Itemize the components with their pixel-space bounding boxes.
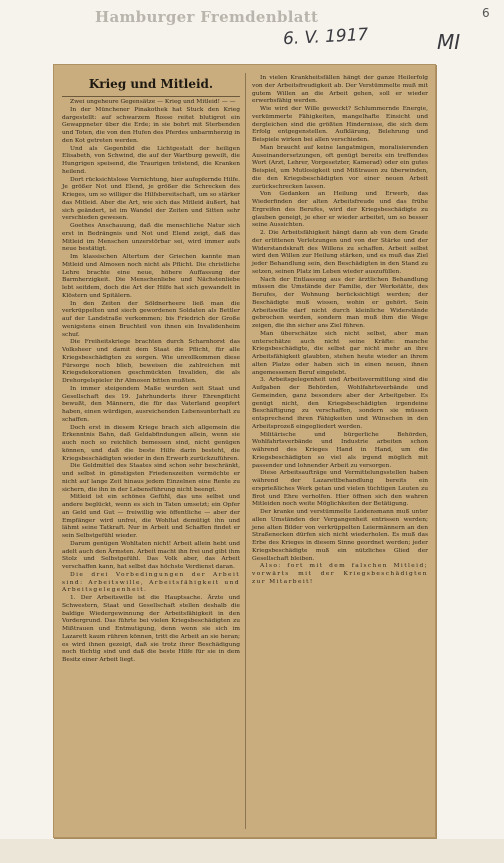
article-paragraph: Die Freiheitskriege brachten durch Scharnhorst das Volksheer und damit dem Staat die Pflicht, für alle Kriegsbeschädigten zu sorgen. Wie unvollkommen diese Fürsorge noch blieb, beweisen die zahlreichen mit Kriegsdekorationen geschmückten Invaliden, die als Drehorgelspieler ihr Almosen bitten mußten. [62,339,240,384]
article-paragraph: Man überschätze sich nicht selbst, aber man unterschätze auch nicht seine Kräfte: manche Kriegsbeschädigte, die selbst gar nicht mehr an ihre Arbeitsfähigkeit glaubten, stehen heute wieder an ihrem alten Platze oder haben sich in einen neuen, ihnen angemessenen Beruf eingelebt. [252,330,428,376]
article-paragraph: Militärische und bürgerliche Behörden, Wohlfahrtsverbände und Industrie arbeiten schon während des Krieges Hand in Hand, um die Kriegsbeschädigten so viel als irgend möglich mit passender und lohnender Arbeit zu versorgen. [252,431,428,469]
article-paragraph: In der Münchener Pinakothek hat Stuck den Krieg dargestellt: auf schwarzem Rosse reitet blutigrot ein Gewappneter über die Erde; in sie bohrt mit Sterbenden und Toten, die von den Hufen des Pferdes unbarmherzig in den Kot getreten werden. [62,106,240,144]
article-paragraph: Wie wird der Wille geweckt? Schlummernde Energie, verkümmerte Fähigkeiten, mangelhafte Einsicht und dergleichen sind die größten Hindernisse, die sich dem Erfolg entgegenstellen. Aufklärung, Belehrung und Beispiele wirken bei allen verschieden. [252,106,428,143]
handwritten-date: 6. V. 1917 [282,24,369,50]
article-paragraph: 1. Der Arbeitswille ist die Hauptsache. Ärzte und Schwestern, Staat und Gesellschaft stellen deshalb die baldige Wiedergewinnung der Arbeitsfähigkeit in den Vordergrund. Das führte bei vielen Kriegsbeschädigten zu Mißtrauen und Entmutigung, denn wenn sie sich im Lazarett kaum rühren können, tritt die Arbeit an sie heran; es wird ihnen gezeigt, daß sie trotz ihrer Beschädigung noch tüchtig sind und daß die beste Hilfe für sie in dem Besitz einer Arbeit liegt. [62,595,240,663]
article-paragraph: Diese Arbeitsaufträge und Vermittelungsstellen haben während der Lazarettbehandlung bereits ein ersprießliches Werk getan und vielen tüchtigen Leuten zu Brot und Ehre verholfen. Hier öffnen sich den wahren Mitleiden noch weite Möglichkeiten der Betätigung. [252,470,428,508]
article-paragraph: Man braucht auf keine langatmigen, moralisierenden Auseinandersetzungen, oft genügt bereits ein treffendes Wort (Arzt, Lehrer, Vorgesetzter, Kamerad) oder ein gutes Beispiel, um Mutlosigkeit und Mißtrauen zu überwinden, die den Kriegsbeschädigten vor einer neuen Arbeit zurückschrecken lassen. [252,144,428,190]
headline-rule [62,96,240,97]
article-paragraph: Der kranke und verstümmelte Leidensmann muß unter allen Umständen der Vergangenheit entrissen werden; jene alten Bilder von verkrüppelten Leiermännern an den Straßenecken dürfen sich nicht wiederholen. Es muß das Erbe des Krieges in diesem Sinne geordnet werden; jeder Kriegsbeschädigte muß ein nützliches Glied der Gesellschaft bleiben. [252,509,428,562]
column-divider [245,73,246,829]
article-paragraph: Goethes Anschauung, daß die menschliche Natur sich erst in Bedrängnis und Not und Elend zeigt, daß das Mitleid im Menschen unzerstörbar sei, wird immer aufs neue bestätigt. [62,223,240,253]
article-paragraph: 3. Arbeitsgelegenheit und Arbeitsvermittlung sind die Aufgaben der Behörden, Wohlfahrtsverbände und Gemeinden, ganz besonders aber der Arbeitgeber. Es genügt nicht, den Kriegsbeschädigten irgendeine Beschäftigung zu verschaffen, sondern sie müssen entsprechend ihren Fähigkeiten und Wünschen in den Arbeitsprozeß eingegliedert werden. [252,377,428,430]
article-paragraph: Die drei Vorbedingungen der Arbeit sind: Arbeitswille, Arbeitsfähigkeit und Arbeitsgelegenheit. [62,571,240,594]
article-paragraph: In immer steigendem Maße wurden seit Staat und Gesellschaft des 19. Jahrhunderts ihrer Ehrenpflicht bewußt, den Männern, die für das Vaterland geopfert haben, einen würdigen, ausreichenden Lebensunterhalt zu schaffen. [62,385,240,423]
newspaper-clipping [53,64,436,838]
newspaper-masthead: Hamburger Fremdenblatt [95,8,319,26]
article-paragraph: Im klassischen Altertum der Griechen kannte man Mitleid und Almosen noch nicht als Pflicht. Die christliche Lehre brachte eine neue, höhere Auffassung der Barmherzigkeit. Die Menschenliebe und Nächstenliebe lebt seitdem, doch die Art der Hilfe hat sich gewandelt in Klöstern und Spitälern. [62,254,240,299]
handwritten-corner-number: 6 [482,6,490,20]
sheet-bottom-edge [0,839,504,863]
handwritten-initials: MI [437,30,461,54]
article-paragraph: Nach der Entlassung aus der ärztlichen Behandlung müssen die Umstände der Familie, der Werkstätte, des Berufes, der Wohnung berücksichtigt werden; der Beschädigte muß wissen, wohin er gehört. Sein Arbeitswille darf nicht durch kleinliche Widerstände gebrochen werden, sondern man muß ihm die Wege zeigen, die ihn sicher ans Ziel führen. [252,276,428,329]
article-paragraph: Doch erst in diesem Kriege brach sich allgemein die Erkenntnis Bahn, daß Geldabfindungen allein, wenn sie auch noch so reichlich bemessen sind, nicht genügen können, und daß die beste Hilfe darin besteht, die Kriegsbeschädigten wieder in den Erwerb zurückzuführen. [62,424,240,462]
article-right-column [252,75,428,587]
article-headline: Krieg und Mitleid. [88,77,214,91]
article-paragraph: In vielen Krankheitsfällen hängt der ganze Heilerfolg von der Arbeitsfreudigkeit ab. Der Verstümmelte muß mit gutem Willen an die Arbeit gehen, soll er wieder erwerbsfähig werden. [252,75,428,105]
article-paragraph: In den Zeiten der Söldnerheere ließ man die verkrüppelten und siech gewordenen Soldaten als Bettler auf der Landstraße verkommen; bis Friedrich der Große wenigstens einen Bruchteil von ihnen ein Invalidenheim schuf. [62,300,240,338]
article-paragraph: Zwei ungeheure Gegensätze — Krieg und Mitleid! — — [70,99,236,105]
article-left-column [62,75,240,665]
article-paragraph: 2. Die Arbeitsfähigkeit hängt dann ab von dem Grade der erlittenen Verletzungen und von der Stärke und der Widerstandskraft des Willens zu schaffen. Arbeit selbst wird den Willen zur Heilung stärken, und es muß das Ziel jeder Behandlung sein, den Beschädigten in den Stand zu setzen, seinen Platz im Leben wieder auszufüllen. [252,230,428,275]
article-paragraph: Die Geldmittel des Staates sind schon sehr beschränkt, und selbst in günstigsten Friedenszeiten vermöchte er nicht auf lange Zeit hinaus jedem Einzelnen eine Rente zu sichern, die ihn in der Lebensführung nicht beengt. [62,463,240,493]
article-paragraph: Von Gedanken an Heilung und Erwerb, das Wiederfinden der alten Arbeitsfreude und das frühe Ergreifen des Berufes, wird der Kriegsbeschädigte zu glauben geneigt, je eher er wieder arbeitet, um so besser seine Aussichten. [252,191,428,229]
article-paragraph: Dort rücksichtslose Vernichtung, hier aufopfernde Hilfe. Je größer Not und Elend, je größer die Schrecken des Krieges, um so williger die Hilfsbereitschaft, um so stärker das Mitleid. Aber die Art, wie sich das Mitleid äußert, hat sich geändert, ist im Wandel der Zeiten und Sitten sehr verschieden gewesen. [62,176,240,222]
article-paragraph: Und als Gegenbild die Lichtgestalt der heiligen Elisabeth, von Schwind, die auf der Wartburg geweilt, die Hungrigen speisend, die Traurigen tröstend, die Kranken heilend. [62,145,240,175]
article-closing-paragraph: Also: fort mit dem falschen Mitleid; vorwärts mit der Kriegsbeschädigten zur Mitarbeit! [252,563,428,585]
article-paragraph: Mitleid ist ein schönes Gefühl, das uns selbst und andere beglückt, wenn es sich in Taten umsetzt; ein Opfer an Geld und Gut — freiwillig wie öffentliche — aber der Empfänger wird unfrei, die Wohltat demütigt ihn und lähmt seine Tatkraft. Nur in Arbeit und Schaffen findet er sein Selbstgefühl wieder. [62,494,240,539]
article-paragraph: Darum genügen Wohltaten nicht! Arbeit allein hebt und adelt auch den Ärmsten. Arbeit macht ihn frei und gibt ihm Stolz und Selbstgefühl. Das Volk aber, das Arbeit verschaffen kann, hat selbst das höchste Verdienst daran. [62,540,240,570]
